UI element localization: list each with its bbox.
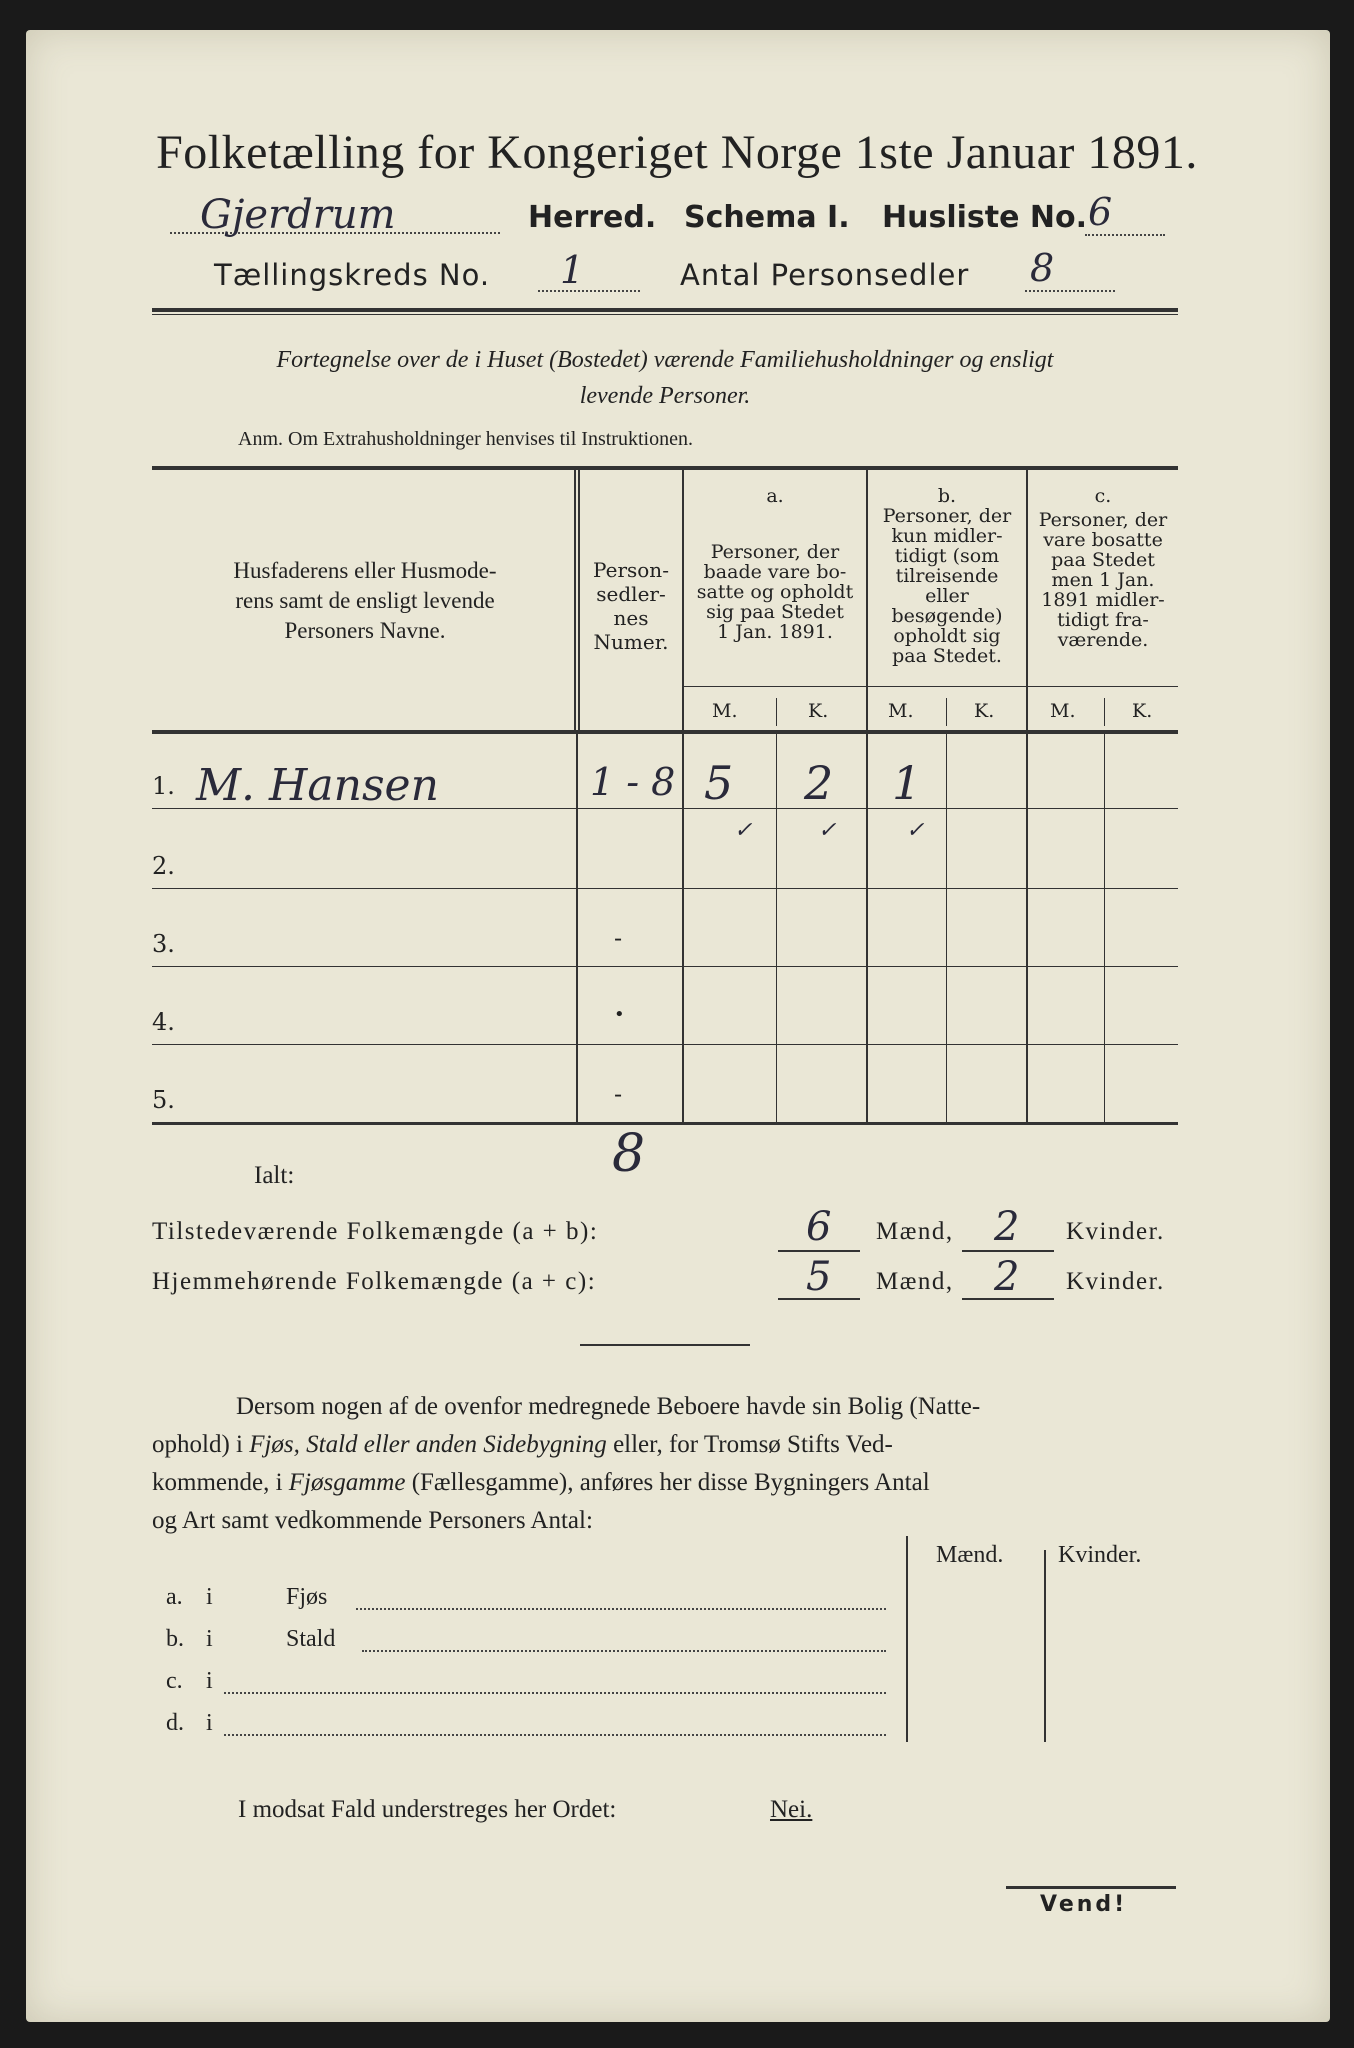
c-k-label: K. [1132, 700, 1153, 722]
husliste-label: Husliste No. [882, 200, 1087, 235]
col-num-line-3: nes [613, 606, 649, 630]
tilstede-maend-line [778, 1250, 860, 1252]
building-row-b-label: Stald [286, 1626, 336, 1652]
col-num-line-2: sedler- [596, 582, 666, 606]
vline-b-mk [946, 734, 947, 1122]
husliste-value: 6 [1088, 190, 1113, 234]
building-maend-header: Mænd. [936, 1542, 1004, 1568]
col-c-line-2: vare bosatte [1043, 529, 1163, 551]
a-m-label: M. [712, 700, 738, 722]
para-2-b: eller, for Tromsø Stifts Ved- [606, 1431, 893, 1458]
para-2-a: ophold) i [152, 1431, 250, 1458]
row-4-number: 4. [152, 1008, 175, 1036]
vline-c-mk [1104, 734, 1105, 1122]
building-row-a-label: Fjøs [286, 1584, 328, 1610]
hjemme-label: Hjemmehørende Folkemængde (a + c): [152, 1268, 597, 1295]
vline-2 [682, 470, 684, 1124]
col-c-line-6: tidigt fra- [1057, 609, 1149, 631]
row-1-number: 1. [152, 772, 175, 800]
building-row-c-dots [224, 1692, 886, 1694]
kreds-label: Tællingskreds No. [214, 258, 491, 292]
hjemme-maend: 5 [806, 1254, 832, 1300]
col-a-line-1: Personer, der [710, 541, 840, 563]
para-3-italic: Fjøsgamme [288, 1469, 406, 1496]
table-header-rule [152, 730, 1178, 734]
mk-subheader-rule [684, 686, 1178, 687]
table-top-rule [152, 466, 1178, 470]
col-header-name [165, 556, 565, 646]
para-line-3 [152, 1464, 1178, 1502]
intro-text [152, 342, 1178, 414]
building-row-d [166, 1710, 896, 1740]
col-c-line-7: værende. [1057, 629, 1149, 651]
tilstede-maend-label: Mænd, [876, 1218, 954, 1245]
col-c-line-3: paa Stedet [1051, 549, 1155, 571]
vline-a-mk [776, 734, 777, 1122]
building-row-c [166, 1668, 896, 1698]
ialt-value: 8 [612, 1124, 646, 1184]
buildings-paragraph [152, 1388, 1178, 1540]
col-b-letter: b. [937, 485, 957, 507]
tilstede-maend: 6 [806, 1204, 832, 1250]
b-k-label: K. [974, 700, 995, 722]
building-row-a-letter: a. [166, 1584, 183, 1610]
row-2-rule [152, 888, 1178, 889]
para-line-1: Dersom nogen af de ovenfor medregnede Beboere havde sin Bolig (Natte- [236, 1393, 981, 1420]
ialt-label: Ialt: [254, 1162, 295, 1189]
row-1-a-m: 5 [704, 756, 734, 810]
personsedler-label: Antal Personsedler [680, 258, 970, 292]
c-m-label: M. [1050, 700, 1076, 722]
row-5-sedler: - [614, 1080, 623, 1108]
header-rule [152, 308, 1178, 312]
herred-label: Herred. [528, 200, 657, 235]
col-b-line-5: eller [925, 585, 969, 607]
col-b-line-3: tidigt (som [894, 545, 1000, 567]
herred-field [170, 192, 510, 238]
col-header-numer [582, 558, 680, 654]
building-row-d-dots [224, 1734, 886, 1736]
col-c-line-1: Personer, der [1038, 509, 1168, 531]
row-1-b-m: 1 [892, 756, 922, 810]
col-b-line-8: paa Stedet. [892, 645, 1002, 667]
para-3-b: (Fællesgamme), anføres her disse Bygningers Antal [405, 1469, 930, 1496]
col-b-line-4: tilreisende [895, 565, 999, 587]
mk-tick-c [1104, 698, 1105, 726]
col-b-line-7: opholdt sig [893, 625, 1001, 647]
tilstede-kvinder: 2 [994, 1204, 1020, 1250]
col-a-line-5: 1 Jan. 1891. [717, 621, 833, 643]
row-1-sedler: 1 - 8 [590, 760, 676, 804]
check-mark-a-m: ✓ [734, 818, 753, 843]
col-header-a [686, 486, 864, 642]
para-3-a: kommende, i [152, 1469, 289, 1496]
intro-line-2: levende Personer. [579, 383, 751, 409]
herred-value: Gjerdrum [200, 192, 396, 238]
form-title: Folketælling for Kongeriget Norge 1ste Januar 1891. [156, 126, 1198, 179]
row-5-number: 5. [152, 1086, 175, 1114]
row-3-sedler: - [614, 924, 623, 952]
hjemme-maend-label: Mænd, [876, 1268, 954, 1295]
intro-line-1: Fortegnelse over de i Huset (Bostedet) værende Familiehusholdninger og ensligt [276, 347, 1054, 373]
mk-tick-a [776, 698, 777, 726]
col-header-b [868, 486, 1026, 666]
building-row-c-i: i [206, 1668, 213, 1694]
col-num-line-4: Numer. [593, 630, 669, 654]
building-row-b-i: i [206, 1626, 213, 1652]
hjemme-kvinder: 2 [994, 1254, 1020, 1300]
row-3-rule [152, 966, 1178, 967]
building-row-d-i: i [206, 1710, 213, 1736]
col-c-letter: c. [1094, 485, 1112, 507]
schema-label: Schema I. [684, 200, 850, 235]
check-mark-a-k: ✓ [818, 818, 837, 843]
row-2-number: 2. [152, 852, 175, 880]
col-name-line-2: rens samt de ensligt levende [235, 588, 495, 613]
personsedler-value: 8 [1030, 246, 1055, 290]
building-kvinder-header: Kvinder. [1058, 1542, 1142, 1568]
header-rule-thin [152, 314, 1178, 315]
b-m-label: M. [888, 700, 914, 722]
anm-note: Anm. Om Extrahusholdninger henvises til Instruktionen. [238, 428, 693, 450]
husliste-dotline [1085, 234, 1165, 236]
section-separator [580, 1344, 750, 1346]
personsedler-dotline [1025, 290, 1115, 292]
building-row-c-letter: c. [166, 1668, 183, 1694]
a-k-label: K. [808, 700, 829, 722]
row-3-number: 3. [152, 930, 175, 958]
col-c-line-5: 1891 midler- [1041, 589, 1165, 611]
col-name-line-3: Personers Navne. [284, 618, 446, 643]
para-line-4: og Art samt vedkommende Personers Antal: [152, 1507, 593, 1534]
building-row-a-i: i [206, 1584, 213, 1610]
col-name-line-1: Husfaderens eller Husmode- [233, 558, 497, 583]
para-line-2 [152, 1426, 1178, 1464]
vline-1 [574, 470, 576, 732]
para-2-italic: Fjøs, Stald eller anden Sidebygning [249, 1431, 607, 1458]
building-row-b [166, 1626, 896, 1656]
mk-tick-b [946, 698, 947, 726]
row-4-rule [152, 1044, 1178, 1045]
nei-word: Nei. [770, 1796, 813, 1823]
vend-rule [1006, 1886, 1176, 1889]
tilstede-kvinder-line [962, 1250, 1054, 1252]
vline-1-body [576, 734, 578, 1122]
building-row-a-dots [356, 1608, 886, 1610]
row-1-a-k: 2 [804, 756, 834, 810]
hjemme-kvinder-label: Kvinder. [1066, 1268, 1165, 1295]
col-a-line-2: baade vare bo- [703, 561, 847, 583]
col-a-letter: a. [766, 485, 784, 507]
tilstede-label: Tilstedeværende Folkemængde (a + b): [152, 1218, 599, 1245]
building-vline-2 [1044, 1550, 1046, 1742]
col-a-line-4: sig paa Stedet [706, 601, 844, 623]
table-bottom-rule [152, 1122, 1178, 1125]
building-row-b-dots [362, 1650, 886, 1652]
building-row-a [166, 1584, 896, 1614]
row-4-sedler: • [614, 1004, 625, 1025]
building-vline-1 [906, 1536, 908, 1742]
building-row-d-letter: d. [166, 1710, 184, 1736]
col-b-line-6: besøgende) [891, 605, 1003, 627]
tilstede-kvinder-label: Kvinder. [1066, 1218, 1165, 1245]
col-b-line-1: Personer, der [882, 505, 1012, 527]
col-header-c [1028, 486, 1178, 650]
vend-label: Vend! [1040, 1892, 1128, 1917]
building-row-b-letter: b. [166, 1626, 184, 1652]
col-b-line-2: kun midler- [891, 525, 1003, 547]
col-a-line-3: satte og opholdt [696, 581, 854, 603]
row-1-name: M. Hansen [196, 760, 439, 811]
col-num-line-1: Person- [593, 558, 669, 582]
kreds-dotline [538, 290, 640, 292]
modsat-label: I modsat Fald understreges her Ordet: [238, 1796, 617, 1823]
kreds-value: 1 [560, 248, 585, 292]
col-c-line-4: men 1 Jan. [1051, 569, 1155, 591]
vline-1b [578, 470, 580, 732]
check-mark-b-m: ✓ [906, 818, 925, 843]
